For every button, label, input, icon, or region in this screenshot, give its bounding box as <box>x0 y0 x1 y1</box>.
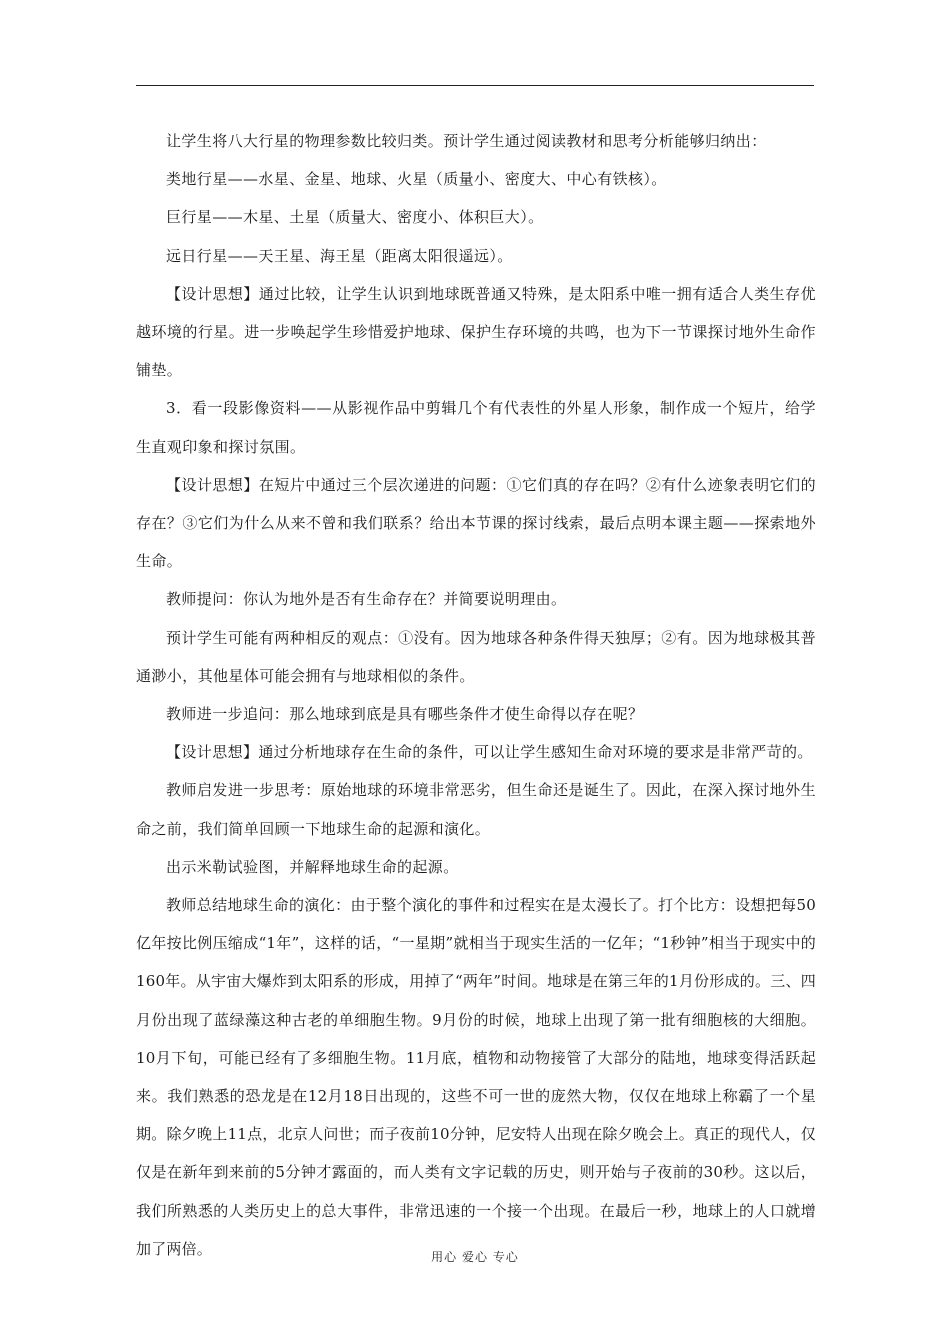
paragraph-evolution: 教师总结地球生命的演化：由于整个演化的事件和过程实在是太漫长了。打个比方：设想把每50亿年按比例压缩成“1年”，这样的话，“一星期”就相当于现实生活的一亿年；“1秒钟”相当于现实中的160年。从宇宙大爆炸到太阳系的形成，用掉了“两年”时间。地球是在第三年的1月份形成的。三、四月份出现了蓝绿藻这种古老的单细胞生物。9月份的时候，地球上出现了第一批有细胞核的大细胞。10月下旬，可能已经有了多细胞生物。11月底，植物和动物接管了大部分的陆地，地球变得活跃起来。我们熟悉的恐龙是在12月18日出现的，这些不可一世的庞然大物，仅仅在地球上称霸了一个星期。除夕晚上11点，北京人问世；而子夜前10分钟，尼安特人出现在除夕晚会上。真正的现代人，仅仅是在新年到来前的5分钟才露面的，而人类有文字记载的历史，则开始与子夜前的30秒。这以后，我们所熟悉的人类历史上的总大事件，非常迅速的一个接一个出现。在最后一秒，地球上的人口就增加了两倍。 <box>136 896 816 1258</box>
paragraph-design-1: 【设计思想】通过比较，让学生认识到地球既普通又特殊，是太阳系中唯一拥有适合人类生存优越环境的行星。进一步唤起学生珍惜爱护地球、保护生存环境的共鸣，也为下一节课探讨地外生命作铺垫。 <box>136 284 816 380</box>
paragraph-question: 教师提问：你认为地外是否有生命存在？并简要说明理由。 <box>166 590 567 609</box>
paragraph-design-3: 【设计思想】通过分析地球存在生命的条件，可以让学生感知生命对环境的要求是非常严苛的。 <box>166 743 813 762</box>
paragraph-inspire: 教师启发进一步思考：原始地球的环境非常恶劣，但生命还是诞生了。因此，在深入探讨地外生命之前，我们简单回顾一下地球生命的起源和演化。 <box>136 781 816 838</box>
page-footer: 用心 爱心 专心 <box>431 1250 519 1264</box>
paragraph-design-2: 【设计思想】在短片中通过三个层次递进的问题：①它们真的存在吗？②有什么迹象表明它们的存在？③它们为什么从来不曾和我们联系？给出本节课的探讨线索，最后点明本课主题——探索地外生命。 <box>136 475 816 571</box>
paragraph-miller: 出示米勒试验图，并解释地球生命的起源。 <box>166 857 459 876</box>
paragraph-intro: 让学生将八大行星的物理参数比较归类。预计学生通过阅读教材和思考分析能够归纳出： <box>166 132 767 150</box>
document-body <box>136 122 816 1268</box>
paragraph-terrestrial: 类地行星——水星、金星、地球、火星（质量小、密度大、中心有铁核）。 <box>166 170 667 189</box>
paragraph-outer: 远日行星——天王星、海王星（距离太阳很遥远）。 <box>166 246 513 265</box>
paragraph-giant: 巨行星——木星、土星（质量大、密度小、体积巨大）。 <box>166 208 544 227</box>
paragraph-followup: 教师进一步追问：那么地球到底是具有哪些条件才使生命得以存在呢？ <box>166 705 644 724</box>
paragraph-viewpoints: 预计学生可能有两种相反的观点：①没有。因为地球各种条件得天独厚；②有。因为地球极其普通渺小，其他星体可能会拥有与地球相似的条件。 <box>136 628 816 685</box>
paragraph-video: 3．看一段影像资料——从影视作品中剪辑几个有代表性的外星人形象，制作成一个短片，给学生直观印象和探讨氛围。 <box>136 399 816 456</box>
header-rule <box>136 85 814 86</box>
